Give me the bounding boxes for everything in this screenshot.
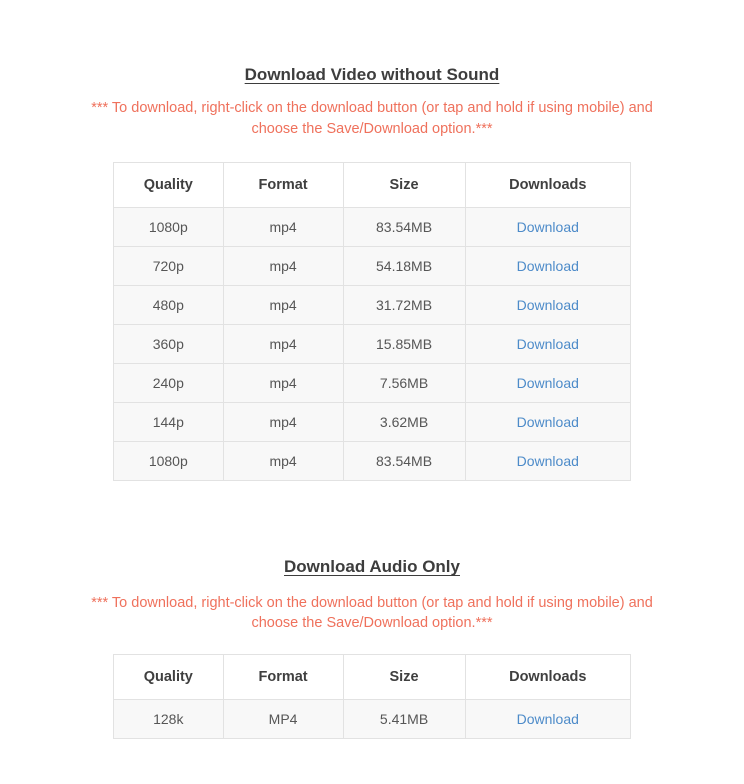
column-header-downloads: Downloads bbox=[465, 163, 630, 208]
size-cell: 7.56MB bbox=[343, 364, 465, 403]
quality-cell: 128k bbox=[114, 699, 224, 738]
download-link[interactable]: Download bbox=[516, 414, 579, 431]
download-link[interactable]: Download bbox=[516, 710, 579, 727]
format-cell: mp4 bbox=[223, 403, 343, 442]
table-row bbox=[114, 699, 631, 738]
column-header-size: Size bbox=[343, 654, 465, 699]
audio-section-title: Download Audio Only bbox=[284, 557, 460, 577]
table-header-row bbox=[114, 654, 631, 699]
downloads-cell bbox=[465, 403, 630, 442]
audio-download-instructions-note: *** To download, right-click on the download button (or tap and hold if using mobile) and choose the Save/Download option.*** bbox=[91, 594, 653, 632]
quality-cell: 480p bbox=[114, 286, 224, 325]
table-row bbox=[114, 286, 631, 325]
format-cell: MP4 bbox=[223, 699, 343, 738]
size-cell: 15.85MB bbox=[343, 325, 465, 364]
quality-cell: 240p bbox=[114, 364, 224, 403]
size-cell: 3.62MB bbox=[343, 403, 465, 442]
quality-cell: 1080p bbox=[114, 208, 224, 247]
download-link[interactable]: Download bbox=[516, 336, 579, 353]
format-cell: mp4 bbox=[223, 208, 343, 247]
format-cell: mp4 bbox=[223, 442, 343, 481]
downloads-cell bbox=[465, 364, 630, 403]
format-cell: mp4 bbox=[223, 247, 343, 286]
column-header-format: Format bbox=[223, 163, 343, 208]
audio-download-section bbox=[0, 556, 744, 738]
format-cell: mp4 bbox=[223, 364, 343, 403]
format-cell: mp4 bbox=[223, 286, 343, 325]
column-header-size: Size bbox=[343, 163, 465, 208]
table-row bbox=[114, 208, 631, 247]
size-cell: 83.54MB bbox=[343, 442, 465, 481]
downloads-cell bbox=[465, 699, 630, 738]
audio-downloads-table bbox=[113, 654, 631, 739]
quality-cell: 1080p bbox=[114, 442, 224, 481]
downloads-cell bbox=[465, 208, 630, 247]
quality-cell: 144p bbox=[114, 403, 224, 442]
table-row bbox=[114, 364, 631, 403]
column-header-quality: Quality bbox=[114, 654, 224, 699]
download-link[interactable]: Download bbox=[516, 258, 579, 275]
table-row bbox=[114, 442, 631, 481]
table-row bbox=[114, 247, 631, 286]
download-link[interactable]: Download bbox=[516, 375, 579, 392]
video-downloads-table bbox=[113, 162, 631, 481]
video-download-section bbox=[0, 64, 744, 481]
download-link[interactable]: Download bbox=[516, 453, 579, 470]
table-row bbox=[114, 325, 631, 364]
downloads-cell bbox=[465, 247, 630, 286]
download-link[interactable]: Download bbox=[516, 219, 579, 236]
video-section-title: Download Video without Sound bbox=[244, 65, 500, 84]
downloads-cell bbox=[465, 286, 630, 325]
video-download-instructions-note: *** To download, right-click on the download button (or tap and hold if using mobile) and choose the Save/Download option.*** bbox=[91, 100, 653, 137]
column-header-format: Format bbox=[223, 654, 343, 699]
downloads-cell bbox=[465, 325, 630, 364]
column-header-downloads: Downloads bbox=[465, 654, 630, 699]
size-cell: 5.41MB bbox=[343, 699, 465, 738]
table-header-row bbox=[114, 163, 631, 208]
download-link[interactable]: Download bbox=[516, 297, 579, 314]
size-cell: 31.72MB bbox=[343, 286, 465, 325]
quality-cell: 360p bbox=[114, 325, 224, 364]
format-cell: mp4 bbox=[223, 325, 343, 364]
column-header-quality: Quality bbox=[114, 163, 224, 208]
table-row bbox=[114, 403, 631, 442]
downloads-cell bbox=[465, 442, 630, 481]
size-cell: 83.54MB bbox=[343, 208, 465, 247]
quality-cell: 720p bbox=[114, 247, 224, 286]
size-cell: 54.18MB bbox=[343, 247, 465, 286]
